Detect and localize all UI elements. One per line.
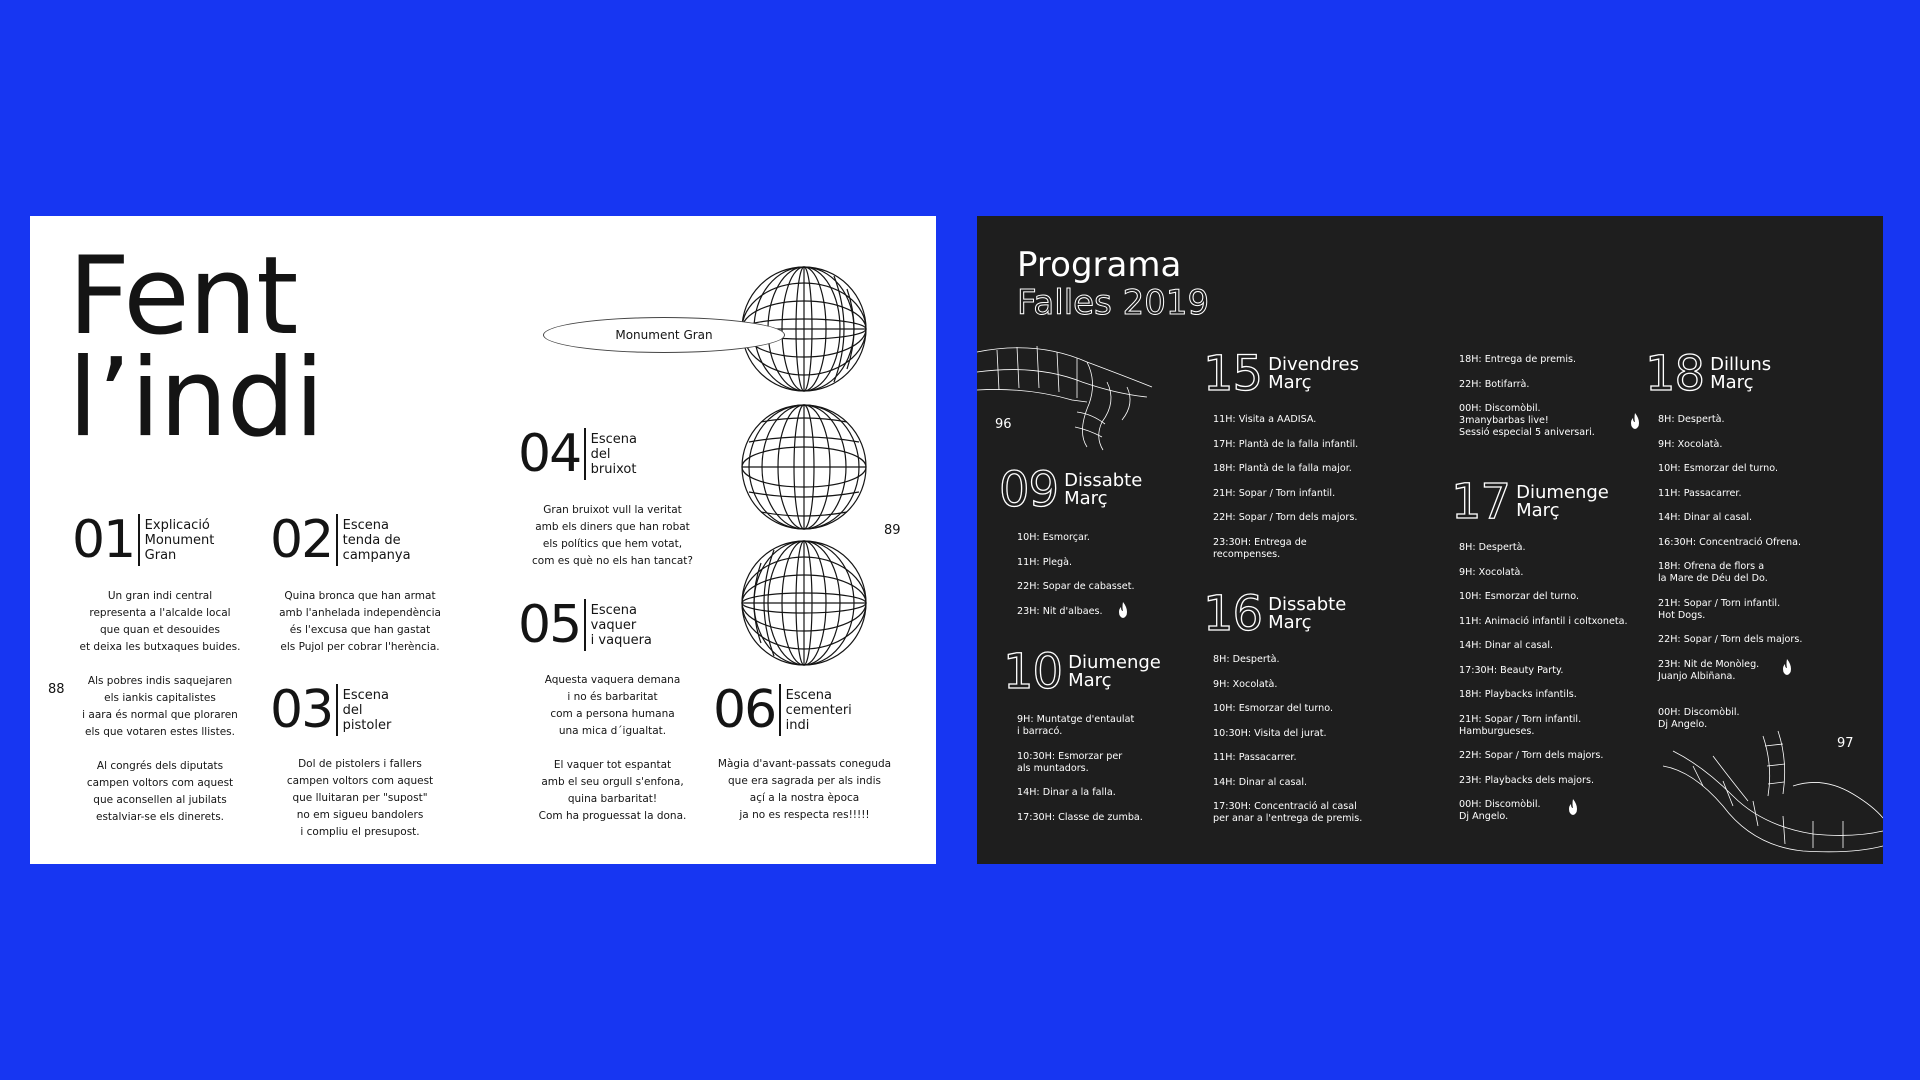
scene-label: Escena cementeri indi — [785, 687, 852, 733]
text-line: Un gran indi central — [107, 590, 213, 602]
scene-divider — [138, 514, 140, 566]
text-gap — [510, 740, 715, 757]
event-text: 22H: Botifarrà. — [1459, 378, 1530, 390]
event-text: 23H: Nit de Monòleg. Juanjo Albiñana. — [1658, 658, 1760, 682]
event-item — [1213, 703, 1413, 715]
weekday: Dissabte — [1064, 470, 1143, 491]
title-line-2: l’indi — [68, 336, 324, 461]
event-text: 8H: Despertà. — [1459, 542, 1526, 553]
event-item — [1459, 354, 1639, 366]
text-line: els iankis capitalistes — [104, 692, 216, 704]
page-number-97: 97 — [1837, 736, 1854, 751]
day-16-events — [1213, 654, 1413, 838]
event-item — [1459, 750, 1639, 762]
title-line-1: Programa — [1017, 245, 1182, 285]
event-item — [1017, 557, 1187, 569]
event-text: 14H: Dinar al casal. — [1213, 776, 1308, 788]
day-10-events — [1017, 714, 1207, 836]
event-text: 21H: Sopar / Torn infantil. — [1213, 487, 1336, 499]
event-text: 17:30H: Beauty Party. — [1459, 664, 1564, 676]
day-10-heading — [1003, 644, 1161, 700]
event-item — [1017, 532, 1187, 544]
day-17-events — [1459, 542, 1639, 848]
text-line: estalviar-se els dinerets. — [95, 811, 225, 823]
text-gap — [70, 741, 250, 758]
scene-02-text — [265, 588, 455, 656]
text-line: que aconsellen al jubilats — [93, 794, 227, 806]
event-text: 8H: Despertà. — [1213, 654, 1280, 665]
day-number: 15 — [1203, 346, 1263, 402]
event-text: 10H: Esmorzar del turno. — [1459, 591, 1579, 602]
text-line: una mica d´igualtat. — [558, 725, 667, 737]
event-item — [1459, 403, 1639, 451]
text-line: Gran bruixot vull la veritat — [543, 504, 682, 516]
event-text: 14H: Dinar a la falla. — [1017, 787, 1116, 798]
text-line: amb el seu orgull s'enfona, — [541, 776, 684, 788]
event-item — [1017, 787, 1207, 799]
scene-number: 03 — [270, 680, 333, 740]
text-line: amb l'anhelada independència — [279, 607, 441, 619]
day-number: 18 — [1645, 346, 1705, 402]
event-item — [1459, 665, 1639, 677]
day-number: 17 — [1451, 474, 1511, 530]
day-16-heading — [1203, 586, 1347, 642]
scene-04-text — [510, 502, 715, 570]
event-text: 22H: Sopar / Torn dels majors. — [1213, 512, 1358, 523]
event-item — [1017, 812, 1207, 824]
text-line: Com ha proguessat la dona. — [538, 810, 687, 822]
weekday: Dissabte — [1268, 594, 1347, 615]
flame-icon — [1781, 659, 1793, 675]
day-09-heading — [999, 462, 1143, 518]
text-line: és l'excusa que han gastat — [289, 624, 431, 636]
event-text: 18H: Entrega de premis. — [1459, 354, 1577, 365]
programa-title — [1017, 246, 1209, 322]
event-item — [1459, 379, 1639, 391]
event-text: 17:30H: Concentració al casal per anar a l'entrega de premis. — [1213, 801, 1363, 824]
scene-number: 02 — [270, 510, 333, 570]
day-18-heading — [1645, 346, 1772, 402]
event-item — [1658, 488, 1858, 500]
month: Març — [1516, 500, 1560, 521]
event-item — [1658, 537, 1858, 549]
event-text: 10H: Esmorçar. — [1017, 532, 1090, 543]
event-item — [1213, 654, 1413, 666]
event-text: 14H: Dinar al casal. — [1459, 640, 1554, 651]
event-item — [1658, 561, 1858, 585]
wireframe-globe-bottom-icon — [739, 538, 869, 668]
event-item — [1658, 634, 1858, 646]
event-item — [1459, 616, 1639, 628]
text-line: com a persona humana — [550, 708, 675, 720]
event-text: 21H: Sopar / Torn infantil. Hamburgueses. — [1459, 713, 1582, 737]
event-item — [1658, 439, 1858, 451]
scene-03-heading — [270, 680, 438, 740]
event-item — [1017, 606, 1187, 630]
text-line: i aara és normal que ploraren — [82, 709, 238, 721]
scene-label: Escena vaquer i vaquera — [590, 602, 652, 648]
scene-divider — [584, 428, 586, 480]
text-gap — [70, 656, 250, 673]
day-number: 09 — [999, 462, 1059, 518]
scene-05-text — [510, 672, 715, 825]
scene-label: Explicació Monument Gran — [144, 517, 215, 563]
text-line: ja no es respecta res!!!!! — [739, 809, 870, 821]
month: Març — [1710, 372, 1754, 393]
text-line: campen voltors com aquest — [286, 775, 434, 787]
text-line: amb els diners que han robat — [535, 521, 690, 533]
page-title — [68, 234, 324, 461]
text-line: Dol de pistolers i fallers — [298, 758, 422, 770]
scene-01-text — [70, 588, 250, 826]
event-item — [1459, 689, 1639, 701]
scene-number: 04 — [518, 424, 581, 484]
page-number-88: 88 — [48, 682, 65, 697]
text-line: no em sigueu bandolers — [296, 809, 424, 821]
event-item — [1017, 581, 1187, 593]
event-text: 00H: Discomòbil. Dj Angelo. — [1658, 707, 1740, 730]
event-item — [1213, 679, 1413, 691]
scene-divider — [584, 599, 586, 651]
page-number-96: 96 — [995, 417, 1012, 432]
event-item — [1459, 567, 1639, 579]
scene-04-heading — [518, 424, 686, 484]
event-text: 9H: Xocolatà. — [1459, 566, 1524, 578]
scene-01-heading — [72, 510, 240, 570]
scene-label: Escena del bruixot — [590, 431, 638, 477]
event-text: 16:30H: Concentració Ofrena. — [1658, 536, 1802, 548]
text-line: Màgia d'avant-passats coneguda — [717, 758, 892, 770]
text-line: que lluitaran per "supost" — [292, 792, 428, 804]
scene-number: 05 — [518, 595, 581, 655]
text-line: Als pobres indis saquejaren — [87, 675, 233, 687]
event-text: 11H: Animació infantil i coltxoneta. — [1459, 615, 1628, 627]
text-line: que quan et desouides — [100, 624, 220, 636]
event-item — [1213, 414, 1413, 426]
weekday: Divendres — [1268, 354, 1359, 375]
scene-06-heading — [713, 680, 881, 740]
event-item — [1017, 751, 1207, 775]
event-text: 9H: Xocolatà. — [1658, 438, 1723, 450]
event-text: 00H: Discomòbil. Dj Angelo. — [1459, 799, 1541, 822]
event-item — [1459, 591, 1639, 603]
day-15-events — [1213, 414, 1413, 573]
event-item — [1459, 714, 1639, 738]
text-line: campen voltors com aquest — [86, 777, 234, 789]
monument-gran-pill: Monument Gran — [543, 317, 785, 353]
scene-divider — [336, 684, 338, 736]
text-line: i no és barbaritat — [567, 691, 658, 703]
title-line-2: Falles 2019 — [1017, 283, 1210, 323]
event-item — [1017, 714, 1207, 738]
scene-02-heading — [270, 510, 438, 570]
event-item — [1658, 659, 1858, 695]
event-item — [1213, 512, 1413, 524]
day-label — [1068, 654, 1161, 690]
event-text: 10H: Esmorzar del turno. — [1213, 703, 1333, 714]
event-text: 11H: Plegà. — [1017, 556, 1073, 568]
month: Març — [1068, 670, 1112, 691]
event-text: 10H: Esmorzar del turno. — [1658, 463, 1778, 474]
scene-03-text — [265, 756, 455, 841]
event-text: 9H: Muntatge d'entaulat i barracó. — [1017, 714, 1135, 737]
day-17-heading — [1451, 474, 1609, 530]
event-text: 23H: Playbacks dels majors. — [1459, 774, 1595, 786]
event-item — [1213, 439, 1413, 451]
event-text: 17H: Plantà de la falla infantil. — [1213, 438, 1359, 450]
day-label — [1064, 472, 1142, 508]
left-page-fent-lindi — [30, 216, 936, 864]
event-text: 18H: Ofrena de flors a la Mare de Déu del Do. — [1658, 561, 1768, 584]
event-item — [1459, 640, 1639, 652]
scene-06-text — [702, 756, 907, 824]
text-line: Al congrés dels diputats — [96, 760, 224, 772]
event-item — [1459, 542, 1639, 554]
weekday: Dilluns — [1710, 354, 1772, 375]
text-line: El vaquer tot espantat — [553, 759, 672, 771]
text-line: els que votaren estes llistes. — [85, 726, 235, 738]
text-line: els Pujol per cobrar l'herència. — [280, 641, 440, 653]
event-item — [1459, 775, 1639, 787]
scene-number: 01 — [72, 510, 135, 570]
day-label — [1516, 484, 1609, 520]
event-text: 10:30H: Esmorzar per als muntadors. — [1017, 750, 1123, 774]
event-item — [1658, 512, 1858, 524]
wireframe-hand-top-icon — [977, 342, 1157, 452]
text-line: et deixa les butxaques buides. — [79, 641, 241, 653]
event-item — [1213, 777, 1413, 789]
event-item — [1213, 752, 1413, 764]
event-text: 8H: Despertà. — [1658, 414, 1725, 425]
event-text: 22H: Sopar / Torn dels majors. — [1658, 634, 1803, 645]
text-line: representa a l'alcalde local — [89, 607, 231, 619]
event-text: 21H: Sopar / Torn infantil. Hot Dogs. — [1658, 597, 1781, 621]
event-text: 14H: Dinar al casal. — [1658, 512, 1753, 523]
event-text: 11H: Passacarrer. — [1658, 487, 1742, 499]
event-item — [1459, 799, 1639, 835]
day-number: 16 — [1203, 586, 1263, 642]
event-item — [1213, 801, 1413, 825]
day-number: 10 — [1003, 644, 1063, 700]
event-text: 23H: Nit d'albaes. — [1017, 605, 1103, 617]
day-label — [1710, 356, 1771, 392]
right-page-programa — [977, 216, 1883, 864]
event-item — [1658, 414, 1858, 426]
event-item — [1658, 463, 1858, 475]
day-16-events-continued — [1459, 354, 1639, 464]
event-item — [1658, 598, 1858, 622]
event-item — [1658, 707, 1858, 731]
day-09-events — [1017, 532, 1187, 642]
event-text: 22H: Sopar de cabasset. — [1017, 581, 1135, 592]
day-15-heading — [1203, 346, 1359, 402]
event-text: 11H: Passacarrer. — [1213, 752, 1297, 763]
scene-label: Escena tenda de campanya — [342, 517, 411, 563]
text-line: que era sagrada per als indis — [728, 775, 881, 787]
event-text: 22H: Sopar / Torn dels majors. — [1459, 750, 1604, 761]
text-line: i compliu el presupost. — [300, 826, 420, 838]
scene-05-heading — [518, 595, 686, 655]
text-line: Aquesta vaquera demana — [544, 674, 681, 686]
flame-icon — [1567, 799, 1579, 815]
title-line-1: Fent — [68, 234, 298, 359]
month: Març — [1268, 612, 1312, 633]
scene-number: 06 — [713, 680, 776, 740]
scene-divider — [779, 684, 781, 736]
event-text: 9H: Xocolatà. — [1213, 678, 1278, 690]
event-text: 17:30H: Classe de zumba. — [1017, 811, 1143, 823]
day-label — [1268, 596, 1346, 632]
flame-icon — [1117, 602, 1129, 618]
text-line: com es què no els han tancat? — [532, 555, 693, 567]
weekday: Diumenge — [1516, 482, 1609, 503]
wireframe-globe-middle-icon — [739, 402, 869, 532]
text-line: quina barbaritat! — [567, 793, 658, 805]
event-item — [1213, 488, 1413, 500]
day-18-events — [1658, 414, 1858, 744]
event-text: 18H: Playbacks infantils. — [1459, 689, 1577, 700]
event-item — [1213, 463, 1413, 475]
weekday: Diumenge — [1068, 652, 1161, 673]
event-text: 23:30H: Entrega de recompenses. — [1213, 536, 1307, 560]
flame-icon — [1629, 413, 1641, 429]
text-line: els polítics que hem votat, — [542, 538, 683, 550]
event-item — [1213, 537, 1413, 561]
month: Març — [1064, 488, 1108, 509]
event-text: 10:30H: Visita del jurat. — [1213, 727, 1327, 739]
event-item — [1213, 728, 1413, 740]
text-line: açí a la nostra època — [749, 792, 860, 804]
day-label — [1268, 356, 1359, 392]
scene-divider — [336, 514, 338, 566]
month: Març — [1268, 372, 1312, 393]
event-text: 00H: Discomòbil. 3manybarbas live! Sessió especial 5 aniversari. — [1459, 403, 1595, 438]
text-line: Quina bronca que han armat — [284, 590, 436, 602]
event-text: 18H: Plantà de la falla major. — [1213, 463, 1352, 474]
scene-label: Escena del pistoler — [342, 687, 392, 733]
event-text: 11H: Visita a AADISA. — [1213, 414, 1317, 425]
page-number-89: 89 — [884, 523, 901, 538]
